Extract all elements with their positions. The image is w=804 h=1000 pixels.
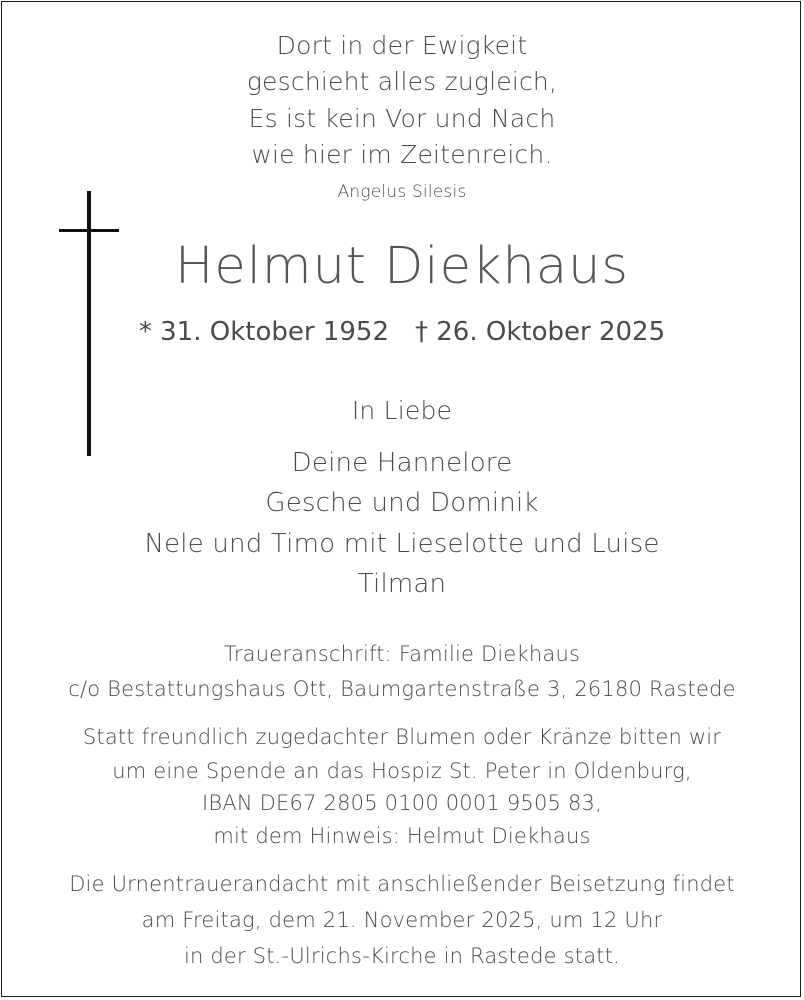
donation-line: um eine Spende an das Hospiz St. Peter in Oldenburg,	[112, 759, 692, 783]
deceased-name: Helmut Diekhaus	[175, 237, 629, 296]
cross-symbol-bar	[59, 229, 119, 232]
service-line: in der St.-Ulrichs-Kirche in Rastede statt.	[183, 944, 621, 968]
mourners-intro: In Liebe	[351, 396, 453, 425]
birth-date: * 31. Oktober 1952	[138, 317, 389, 347]
life-dates	[0, 319, 804, 345]
service-line: Die Urnentrauerandacht mit anschließender Beisetzung findet	[69, 872, 735, 896]
donation-line: Statt freundlich zugedachter Blumen oder Kränze bitten wir	[82, 725, 722, 749]
poem-line: geschieht alles zugleich,	[246, 67, 558, 96]
poem-line: Es ist kein Vor und Nach	[248, 104, 556, 133]
mourner-line: Deine Hannelore	[291, 448, 513, 478]
service-line: am Freitag, dem 21. November 2025, um 12 Uhr	[141, 908, 663, 932]
poem-line: Dort in der Ewigkeit	[276, 31, 528, 60]
donation-line: mit dem Hinweis: Helmut Diekhaus	[213, 824, 591, 848]
mourner-line: Tilman	[357, 569, 447, 599]
address-line: c/o Bestattungshaus Ott, Baumgartenstraße 3, 26180 Rastede	[68, 677, 736, 701]
poem-author: Angelus Silesis	[337, 182, 467, 202]
address-line: Traueranschrift: Familie Diekhaus	[223, 642, 581, 666]
poem-line: wie hier im Zeitenreich.	[251, 140, 553, 169]
death-date: † 26. Oktober 2025	[415, 317, 666, 347]
donation-line: IBAN DE67 2805 0100 0001 9505 83,	[201, 791, 602, 815]
mourner-line: Nele und Timo mit Lieselotte und Luise	[144, 529, 660, 559]
mourner-line: Gesche und Dominik	[265, 488, 539, 518]
